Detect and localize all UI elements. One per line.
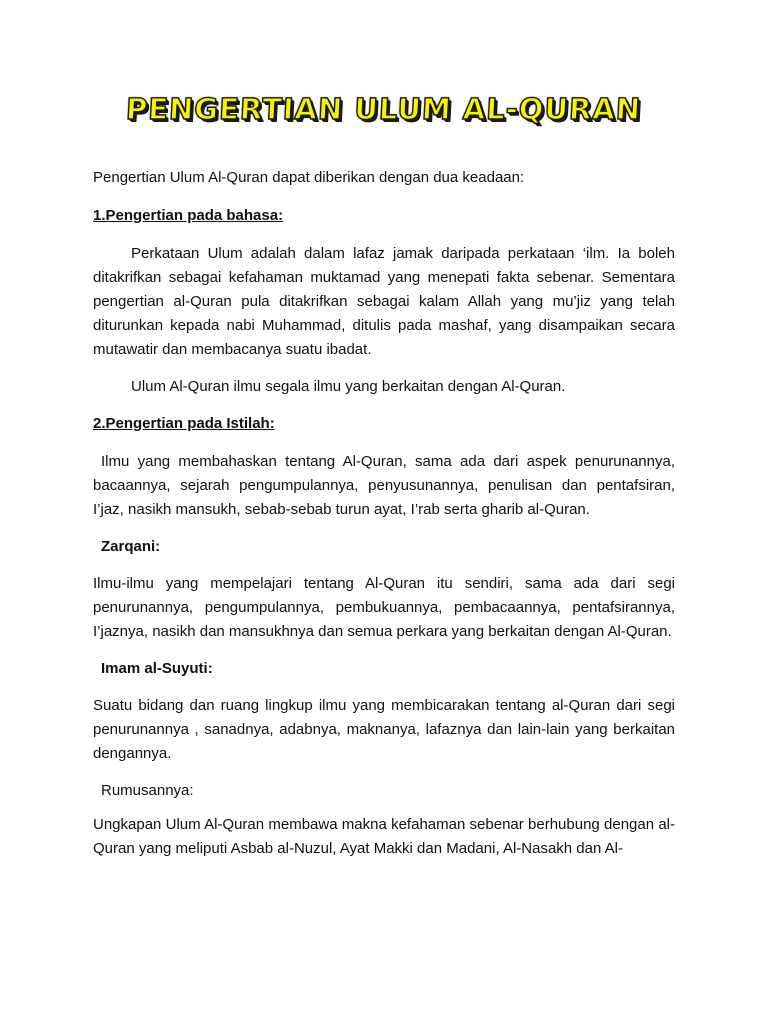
section-2-paragraph-1: Ilmu yang membahaskan tentang Al-Quran, sama ada dari aspek penurunannya, bacaannya, sejarah pengumpulannya, penyusunannya, penulisan dan pentafsiran, I’jaz, nasikh mansukh, sebab-sebab turun ayat, I’rab serta gharib al-Quran.	[93, 453, 675, 518]
document-body	[93, 166, 675, 861]
zarqani-label: Zarqani:	[101, 538, 161, 555]
section-1-heading: 1.Pengertian pada bahasa:	[93, 207, 284, 224]
section-2-heading: 2.Pengertian pada Istilah:	[93, 415, 275, 432]
rumusan-label: Rumusannya:	[101, 782, 194, 799]
rumusan-paragraph: Ungkapan Ulum Al-Quran membawa makna kefahaman sebenar berhubung dengan al-Quran yang meliputi Asbab al-Nuzul, Ayat Makki dan Madani, Al-Nasakh dan Al-	[93, 816, 675, 857]
suyuti-paragraph: Suatu bidang dan ruang lingkup ilmu yang membicarakan tentang al-Quran dari segi penurunannya , sanadnya, adabnya, maknanya, lafaznya dan lain-lain yang berkaitan dengannya.	[93, 697, 675, 762]
title-container	[0, 92, 768, 126]
suyuti-label: Imam al-Suyuti:	[101, 660, 213, 677]
section-1-paragraph-2: Ulum Al-Quran ilmu segala ilmu yang berkaitan dengan Al-Quran.	[131, 378, 566, 395]
page-title: PENGERTIAN ULUM AL-QURAN	[125, 92, 643, 126]
section-1-paragraph-1: Perkataan Ulum adalah dalam lafaz jamak daripada perkataan ‘ilm. Ia boleh ditakrifkan sebagai kefahaman muktamad yang menepati fakta sebenar. Sementara pengertian al-Quran pula ditakrifkan sebagai kalam Allah yang mu’jiz yang telah diturunkan kepada nabi Muhammad, ditulis pada mashaf, yang disampaikan secara mutawatir dan membacanya suatu ibadat.	[93, 245, 675, 358]
zarqani-paragraph: Ilmu-ilmu yang mempelajari tentang Al-Quran itu sendiri, sama ada dari segi penurunannya, pengumpulannya, pembukuannya, pembacaannya, pentafsirannya, I’jaznya, nasikh dan mansukhnya dan semua perkara yang berkaitan dengan Al-Quran.	[93, 575, 675, 640]
intro-paragraph: Pengertian Ulum Al-Quran dapat diberikan dengan dua keadaan:	[93, 169, 525, 186]
